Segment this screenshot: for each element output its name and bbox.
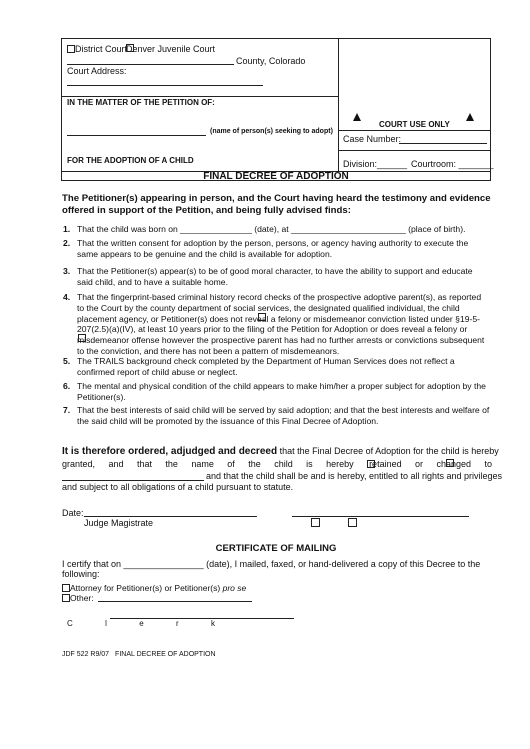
retained-label: retained: [369, 459, 402, 469]
magistrate-checkbox[interactable]: [348, 518, 357, 527]
certificate-body-line-1: I certify that on ________________ (date), I mailed, faxed, or hand-delivered a copy of this Decree to the: [62, 559, 481, 569]
certificate-body-line-2: following:: [62, 569, 100, 579]
certificate-heading: CERTIFICATE OF MAILING: [215, 543, 337, 554]
order-word: or: [415, 459, 424, 469]
district-court-label: District Court: [75, 44, 128, 54]
up-arrow-left-icon: [353, 113, 361, 121]
judge-signature-line: [292, 516, 469, 517]
finding-number: 2.: [63, 238, 71, 248]
petitioner-name-line: [67, 135, 206, 136]
finding-7: [63, 405, 490, 426]
order-line-1: [62, 446, 499, 457]
changed-label: changed: [436, 459, 472, 469]
order-word: the: [165, 459, 178, 469]
finding-5: [63, 356, 490, 377]
judge-magistrate-label: Judge Magistrate: [84, 518, 154, 528]
date-label: Date:: [62, 508, 84, 518]
up-arrow-right-icon: [466, 113, 474, 121]
order-line-2: [62, 459, 492, 469]
order-word: the: [248, 459, 261, 469]
petitioner-hint: (name of person(s) seeking to adopt): [210, 128, 333, 135]
does-reveal-checkbox[interactable]: [78, 334, 86, 342]
clerk-letter: e: [139, 619, 144, 628]
intro-text: The Petitioner(s) appearing in person, and the Court having heard the testimony and evidence offered in support of the Petition, and being fully advised finds:: [62, 193, 491, 216]
court-select-row: [67, 44, 215, 54]
courtroom-label: Courtroom: _______: [411, 159, 494, 169]
clerk-letter: k: [211, 619, 215, 628]
child-name-line: [62, 480, 204, 481]
division-label: Division:______: [343, 159, 408, 169]
denver-juvenile-checkbox[interactable]: [126, 44, 134, 52]
order-lead: It is therefore ordered, adjudged and decreed: [62, 446, 278, 457]
finding-text: That the fingerprint-based criminal history record checks of the prospective adoptive parent(s), as reported to the Court by the county department of social services, the designated qualified individual, the child placement agency, or Petitioner(s) does not reveal a felony or misdemeanor conviction listed under §19-5-207(2.5)(a)(IV), at least 10 years prior to the filing of the Petition for Adoption or does reveal a felony or misdemeanor offense however the prospective parent has had no further arrests or convictions subsequent to the conviction, and there has not been a pattern of misdemeanors.: [77, 292, 485, 356]
clerk-letter: l: [105, 619, 107, 628]
finding-number: 4.: [63, 292, 71, 302]
footer-form-number: JDF 522 R9/07: [62, 651, 110, 658]
adoption-of-child-label: FOR THE ADOPTION OF A CHILD: [67, 156, 194, 165]
order-word: name: [191, 459, 214, 469]
finding-text: That the Petitioner(s) appear(s) to be of good moral character, to have the ability to support and educate said child, and to have a suitable home.: [77, 266, 473, 287]
matter-heading: IN THE MATTER OF THE PETITION OF:: [67, 98, 215, 107]
other-line: [98, 601, 252, 602]
judge-checkbox[interactable]: [311, 518, 320, 527]
retained-option: [367, 459, 402, 469]
order-word: to: [484, 459, 492, 469]
court-address-line: [67, 85, 263, 86]
finding-6: [63, 381, 490, 402]
case-number-line: [399, 143, 487, 144]
does-not-reveal-checkbox[interactable]: [258, 313, 266, 321]
other-label: Other:: [70, 593, 94, 603]
clerk-letter: C: [67, 619, 73, 628]
county-label: County, Colorado: [236, 56, 306, 66]
order-word: hereby: [326, 459, 354, 469]
finding-3: [63, 266, 490, 287]
attorney-option: [62, 583, 246, 593]
document-title: FINAL DECREE OF ADOPTION: [203, 171, 349, 182]
attorney-label: Attorney for Petitioner(s) or Petitioner(s): [70, 583, 223, 593]
finding-text: The mental and physical condition of the child appears to make him/her a proper subject for adoption by the Petitioner(s).: [77, 381, 486, 402]
finding-number: 3.: [63, 266, 71, 276]
denver-juvenile-label: Denver Juvenile Court: [126, 44, 216, 54]
clerk-label: [67, 619, 215, 628]
changed-option: [436, 459, 471, 469]
order-line-4: and subject to all obligations of a child pursuant to statute.: [62, 482, 294, 492]
case-number-label: Case Number:: [343, 134, 402, 144]
finding-text: That the written consent for adoption by the person, persons, or agency having authority to execute the same appears to be genuine and the child is available for adoption.: [77, 238, 469, 259]
date-line: [84, 516, 257, 517]
finding-4: [63, 292, 490, 356]
court-address-label: Court Address:: [67, 66, 127, 76]
order-word: child: [274, 459, 293, 469]
caption-divider: [338, 38, 339, 171]
order-word: and: [108, 459, 124, 469]
division-rule: [338, 150, 491, 151]
finding-text: That the best interests of said child will be served by said adoption; and that the best interests and welfare of the said child will be promoted by the issuance of this Final Decree of Adoption.: [77, 405, 490, 426]
footer: [62, 651, 216, 658]
pro-se-label: pro se: [222, 583, 247, 593]
order-word: is: [306, 459, 313, 469]
finding-1: [63, 224, 490, 235]
finding-number: 7.: [63, 405, 71, 415]
footer-title: FINAL DECREE OF ADOPTION: [115, 651, 216, 658]
order-word: granted,: [62, 459, 96, 469]
finding-number: 5.: [63, 356, 71, 366]
court-use-only-label: COURT USE ONLY: [379, 120, 450, 129]
order-line1-text: that the Final Decree of Adoption for the child is hereby: [279, 446, 499, 456]
district-court-checkbox[interactable]: [67, 45, 75, 53]
order-line-3: and that the child shall be and is hereby, entitled to all rights and privileges: [206, 471, 503, 481]
finding-text: The TRAILS background check completed by the Department of Human Services does not reflect a confirmed report of child abuse or neglect.: [77, 356, 455, 377]
other-option: [62, 593, 94, 603]
clerk-letter: r: [176, 619, 179, 628]
finding-number: 1.: [63, 224, 71, 234]
changed-checkbox[interactable]: [446, 459, 454, 467]
county-line: [67, 64, 234, 65]
order-word: that: [136, 459, 152, 469]
caption-matter-rule: [61, 96, 338, 97]
case-number-top-rule: [338, 130, 491, 131]
other-checkbox[interactable]: [62, 594, 70, 602]
finding-text: That the child was born on _______________ (date), at ________________________ (place of birth).: [77, 224, 466, 234]
order-word: of: [227, 459, 235, 469]
finding-2: [63, 238, 490, 259]
attorney-checkbox[interactable]: [62, 584, 70, 592]
finding-number: 6.: [63, 381, 71, 391]
